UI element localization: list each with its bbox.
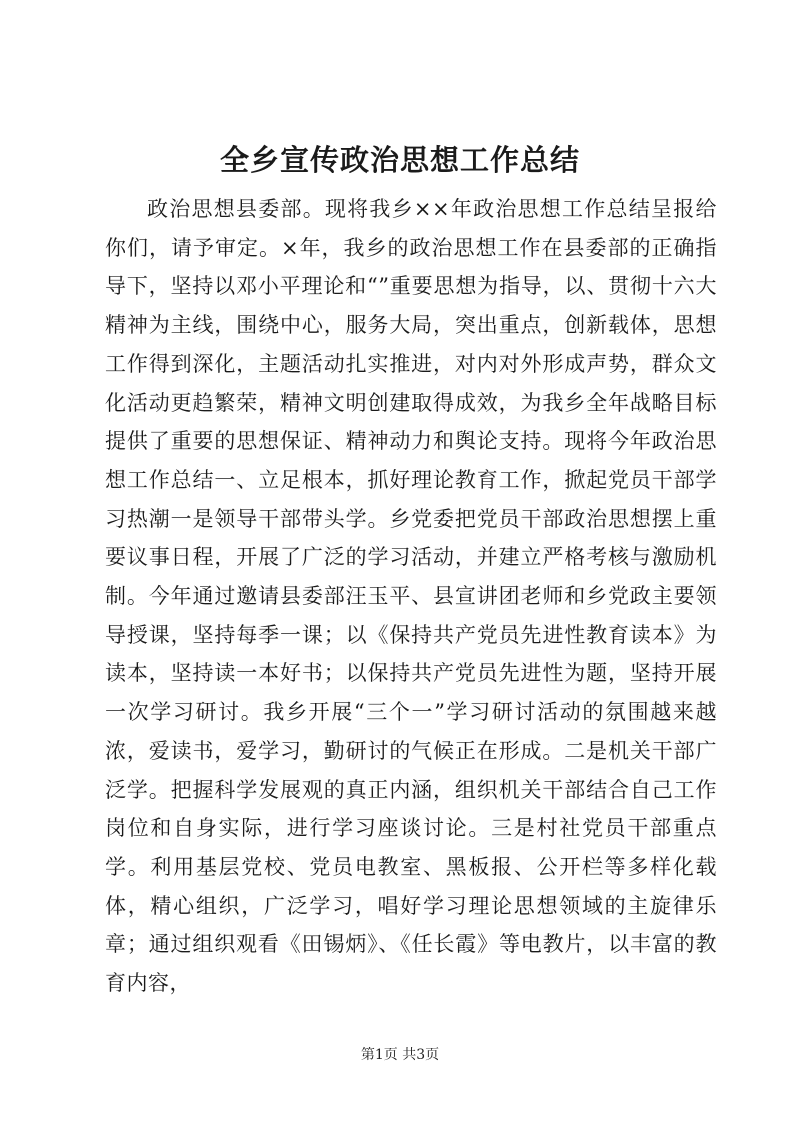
document-body-paragraph: 政治思想县委部。现将我乡××年政治思想工作总结呈报给你们，请予审定。×年，我乡的政治思想工作在县委部的正确指导下，坚持以邓小平理论和“”重要思想为指导，以、贯彻十六大精神为主线，围绕中心，服务大局，突出重点，创新载体，思想工作得到深化，主题活动扎实推进，对内对外形成声势，群众文化活动更趋繁荣，精神文明创建取得成效，为我乡全年战略目标提供了重要的思想保证、精神动力和舆论支持。现将今年政治思想工作总结一、立足根本，抓好理论教育工作，掀起党员干部学习热潮一是领导干部带头学。乡党委把党员干部政治思想摆上重要议事日程，开展了广泛的学习活动，并建立严格考核与激励机制。今年通过邀请县委部汪玉平、县宣讲团老师和乡党政主要领导授课，坚持每季一课；以《保持共产党员先进性教育读本》为读本，坚持读一本好书；以保持共产党员先进性为题，坚持开展一次学习研讨。我乡开展“三个一”学习研讨活动的氛围越来越浓，爱读书，爱学习，勤研讨的气候正在形成。二是机关干部广泛学。把握科学发展观的真正内涵，组织机关干部结合自己工作岗位和自身实际，进行学习座谈讨论。三是村社党员干部重点学。利用基层党校、党员电教室、黑板报、公开栏等多样化载体，精心组织，广泛学习，唱好学习理论思想领域的主旋律乐章；通过组织观看《田锡炳》、《任长霞》等电教片，以丰富的教育内容， (105, 197, 717, 996)
document-title: 全乡宣传政治思想工作总结 (219, 143, 580, 177)
page-number-footer: 第1页 共3页 (360, 1047, 440, 1063)
